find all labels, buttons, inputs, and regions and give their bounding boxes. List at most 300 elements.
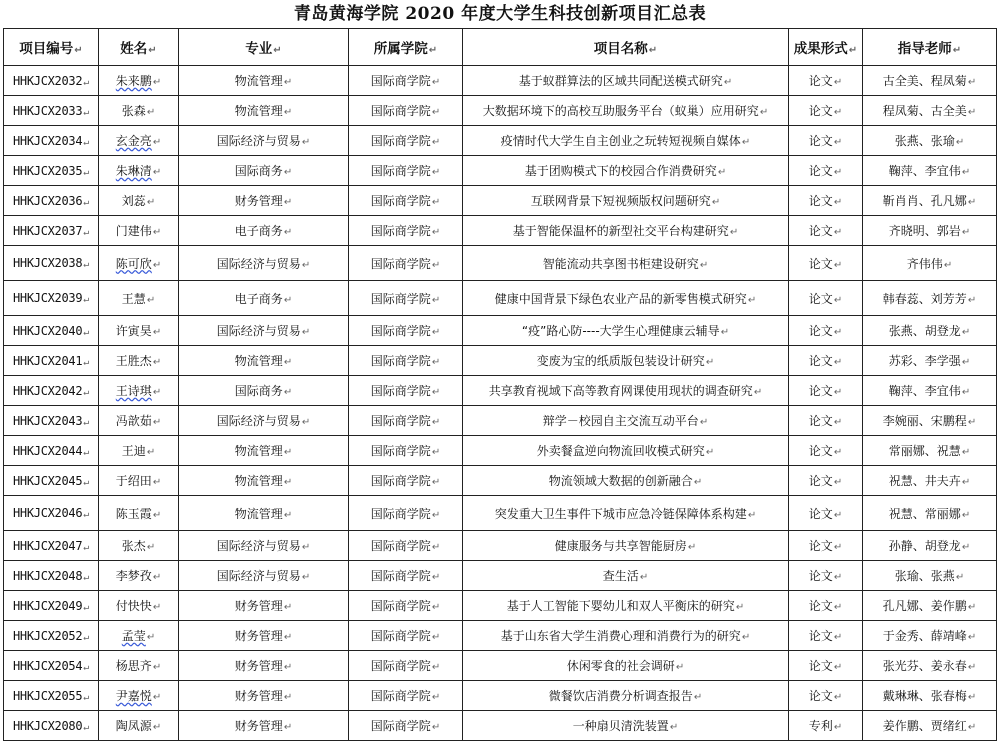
paragraph-mark: ↵ (729, 227, 739, 238)
result-type-cell (789, 466, 863, 496)
paragraph-mark: ↵ (83, 691, 89, 703)
header-label: 专业 (245, 41, 273, 57)
project-id-text: HHKJCX2035 (13, 163, 83, 178)
project-id-cell (4, 216, 99, 246)
project-id-text: HHKJCX2043 (13, 413, 83, 428)
project-id-text: HHKJCX2055 (13, 688, 83, 703)
paragraph-mark: ↵ (848, 45, 858, 56)
paragraph-mark: ↵ (431, 137, 441, 148)
project-id-text: HHKJCX2052 (13, 628, 83, 643)
college-cell (349, 591, 463, 621)
project-name-cell (463, 591, 789, 621)
project-name-text: 基于团购模式下的校园合作消费研究 (524, 164, 717, 178)
major-text: 物流管理 (234, 474, 283, 488)
project-name-text: 查生活 (602, 569, 639, 583)
advisor-cell (863, 621, 997, 651)
advisor-cell (863, 346, 997, 376)
project-name-text: 外卖餐盒逆向物流回收模式研究 (536, 444, 705, 458)
student-name-text: 王胜杰 (115, 354, 152, 368)
paragraph-mark: ↵ (431, 692, 441, 703)
project-id-cell (4, 96, 99, 126)
result-type-text: 论文 (808, 689, 833, 703)
paragraph-mark: ↵ (967, 602, 977, 613)
student-name-cell (99, 156, 179, 186)
paragraph-mark: ↵ (431, 357, 441, 368)
paragraph-mark: ↵ (148, 45, 157, 56)
student-name-cell (99, 281, 179, 316)
paragraph-mark: ↵ (146, 542, 156, 553)
college-text: 国际商学院 (370, 324, 431, 338)
paragraph-mark: ↵ (152, 167, 162, 178)
advisor-text: 张瑜、张燕 (894, 569, 955, 583)
student-name-text: 陶凤源 (115, 719, 152, 733)
advisor-cell (863, 126, 997, 156)
student-name-cell (99, 406, 179, 436)
project-id-text: HHKJCX2045 (13, 473, 83, 488)
paragraph-mark: ↵ (146, 294, 156, 306)
table-row (4, 466, 997, 496)
paragraph-mark: ↵ (83, 601, 89, 613)
result-type-cell (789, 186, 863, 216)
college-text: 国际商学院 (370, 104, 431, 118)
major-text: 财务管理 (234, 194, 283, 208)
major-text: 国际经济与贸易 (216, 256, 301, 271)
student-name-cell (99, 66, 179, 96)
advisor-text: 鞠萍、李宜伟 (888, 164, 961, 178)
paragraph-mark: ↵ (152, 327, 162, 338)
major-text: 电子商务 (234, 291, 283, 306)
paragraph-mark: ↵ (961, 447, 971, 458)
paragraph-mark: ↵ (648, 45, 658, 56)
college-cell (349, 246, 463, 281)
college-text: 国际商学院 (370, 659, 431, 673)
major-text: 财务管理 (234, 719, 283, 733)
paragraph-mark: ↵ (301, 259, 311, 271)
major-text: 国际经济与贸易 (216, 539, 301, 553)
result-type-text: 论文 (808, 354, 833, 368)
paragraph-mark: ↵ (83, 166, 89, 178)
paragraph-mark: ↵ (83, 226, 89, 238)
student-name-text: 于绍田 (115, 474, 152, 488)
paragraph-mark: ↵ (283, 692, 293, 703)
table-row (4, 436, 997, 466)
project-id-text: HHKJCX2080 (13, 718, 83, 733)
table-row (4, 496, 997, 531)
paragraph-mark: ↵ (961, 357, 971, 368)
header-major (179, 29, 349, 66)
paragraph-mark: ↵ (152, 572, 162, 583)
project-name-text: 变废为宝的纸质版包装设计研究 (536, 354, 705, 368)
paragraph-mark: ↵ (152, 259, 162, 271)
student-name-cell (99, 621, 179, 651)
paragraph-mark: ↵ (83, 571, 89, 583)
project-id-text: HHKJCX2037 (13, 223, 83, 238)
advisor-cell (863, 376, 997, 406)
paragraph-mark: ↵ (431, 327, 441, 338)
paragraph-mark: ↵ (943, 259, 953, 271)
paragraph-mark: ↵ (753, 387, 763, 398)
project-name-text: 微餐饮店消费分析调查报告 (548, 689, 693, 703)
paragraph-mark: ↵ (283, 227, 293, 238)
project-name-text: 智能流动共享图书柜建设研究 (542, 256, 699, 271)
student-name-cell (99, 126, 179, 156)
major-cell (179, 436, 349, 466)
paragraph-mark: ↵ (83, 661, 89, 673)
table-row (4, 711, 997, 741)
student-name-text: 陈玉霞 (115, 506, 152, 521)
major-cell (179, 346, 349, 376)
advisor-cell (863, 466, 997, 496)
project-name-text: 基于智能保温杯的新型社交平台构建研究 (512, 224, 729, 238)
college-text: 国际商学院 (370, 474, 431, 488)
header-result-type (789, 29, 863, 66)
college-text: 国际商学院 (370, 599, 431, 613)
student-name-text: 张森 (121, 104, 146, 118)
advisor-text: 齐晓明、郭岩 (888, 224, 961, 238)
paragraph-mark: ↵ (687, 542, 697, 553)
result-type-text: 论文 (808, 444, 833, 458)
paragraph-mark: ↵ (283, 477, 293, 488)
paragraph-mark: ↵ (833, 602, 843, 613)
major-cell (179, 126, 349, 156)
project-id-cell (4, 246, 99, 281)
college-cell (349, 156, 463, 186)
paragraph-mark: ↵ (833, 509, 843, 521)
result-type-cell (789, 96, 863, 126)
major-cell (179, 466, 349, 496)
major-cell (179, 156, 349, 186)
paragraph-mark: ↵ (967, 662, 977, 673)
result-type-text: 论文 (808, 194, 833, 208)
paragraph-mark: ↵ (693, 477, 703, 488)
student-name-text: 冯歆茹 (115, 414, 152, 428)
project-id-text: HHKJCX2038 (13, 256, 83, 270)
college-text: 国际商学院 (370, 414, 431, 428)
paragraph-mark: ↵ (961, 167, 971, 178)
paragraph-mark: ↵ (741, 137, 751, 148)
header-student-name (99, 29, 179, 66)
paragraph-mark: ↵ (833, 227, 843, 238)
project-id-text: HHKJCX2041 (13, 353, 83, 368)
major-cell (179, 531, 349, 561)
paragraph-mark: ↵ (431, 447, 441, 458)
result-type-cell (789, 496, 863, 531)
paragraph-mark: ↵ (152, 662, 162, 673)
project-name-text: 休闲零食的社会调研 (566, 659, 675, 673)
advisor-text: 祝慧、常丽娜 (888, 506, 961, 521)
paragraph-mark: ↵ (717, 167, 727, 178)
paragraph-mark: ↵ (74, 45, 83, 56)
advisor-cell (863, 156, 997, 186)
project-id-text: HHKJCX2039 (13, 291, 83, 305)
student-name-cell (99, 496, 179, 531)
paragraph-mark: ↵ (83, 136, 89, 148)
student-name-text: 王迪 (121, 444, 146, 458)
paragraph-mark: ↵ (720, 327, 730, 338)
result-type-text: 论文 (808, 474, 833, 488)
major-text: 财务管理 (234, 689, 283, 703)
college-text: 国际商学院 (370, 539, 431, 553)
project-id-cell (4, 621, 99, 651)
project-name-cell (463, 126, 789, 156)
paragraph-mark: ↵ (961, 509, 971, 521)
result-type-text: 论文 (808, 164, 833, 178)
result-type-text: 论文 (808, 629, 833, 643)
paragraph-mark: ↵ (711, 197, 721, 208)
header-label: 成果形式 (793, 41, 848, 57)
paragraph-mark: ↵ (431, 602, 441, 613)
paragraph-mark: ↵ (833, 477, 843, 488)
advisor-text: 李婉丽、宋鹏程 (882, 414, 967, 428)
project-id-cell (4, 436, 99, 466)
project-name-cell (463, 466, 789, 496)
project-id-cell (4, 651, 99, 681)
student-name-text: 玄金亮 (115, 134, 152, 148)
advisor-text: 于金秀、薛靖峰 (882, 629, 967, 643)
project-name-cell (463, 681, 789, 711)
paragraph-mark: ↵ (283, 662, 293, 673)
paragraph-mark: ↵ (693, 692, 703, 703)
project-name-cell (463, 711, 789, 741)
student-name-text: 王诗琪 (115, 384, 152, 398)
college-cell (349, 376, 463, 406)
header-advisor (863, 29, 997, 66)
college-text: 国际商学院 (370, 354, 431, 368)
paragraph-mark: ↵ (83, 446, 89, 458)
paragraph-mark: ↵ (83, 416, 89, 428)
advisor-cell (863, 96, 997, 126)
project-name-text: 辩学－校园自主交流互动平台 (542, 414, 699, 428)
college-cell (349, 651, 463, 681)
project-name-text: 疫情时代大学生自主创业之玩转短视频自媒体 (500, 134, 741, 148)
paragraph-mark: ↵ (152, 602, 162, 613)
project-id-text: HHKJCX2044 (13, 443, 83, 458)
major-text: 财务管理 (234, 659, 283, 673)
paragraph-mark: ↵ (961, 327, 971, 338)
college-cell (349, 531, 463, 561)
paragraph-mark: ↵ (283, 602, 293, 613)
paragraph-mark: ↵ (431, 107, 441, 118)
student-name-cell (99, 96, 179, 126)
paragraph-mark: ↵ (833, 197, 843, 208)
paragraph-mark: ↵ (833, 692, 843, 703)
paragraph-mark: ↵ (967, 77, 977, 88)
advisor-text: 齐伟伟 (906, 256, 943, 271)
major-cell (179, 621, 349, 651)
project-name-cell (463, 496, 789, 531)
college-cell (349, 96, 463, 126)
header-college (349, 29, 463, 66)
project-name-text: 健康中国背景下绿色农业产品的新零售模式研究 (494, 291, 747, 306)
table-row (4, 406, 997, 436)
major-text: 电子商务 (234, 224, 283, 238)
paragraph-mark: ↵ (152, 509, 162, 521)
paragraph-mark: ↵ (955, 572, 965, 583)
table-row (4, 621, 997, 651)
paragraph-mark: ↵ (669, 722, 679, 733)
college-cell (349, 561, 463, 591)
project-name-cell (463, 561, 789, 591)
paragraph-mark: ↵ (431, 167, 441, 178)
result-type-cell (789, 126, 863, 156)
header-label: 指导老师 (897, 41, 952, 57)
result-type-cell (789, 156, 863, 186)
table-row (4, 186, 997, 216)
project-name-cell (463, 376, 789, 406)
paragraph-mark: ↵ (747, 509, 757, 521)
student-name-cell (99, 316, 179, 346)
college-cell (349, 126, 463, 156)
table-row (4, 246, 997, 281)
major-cell (179, 66, 349, 96)
paragraph-mark: ↵ (301, 137, 311, 148)
header-label: 项目名称 (593, 41, 648, 57)
project-name-text: 基于蚁群算法的区域共同配送模式研究 (518, 74, 723, 88)
project-id-cell (4, 531, 99, 561)
document-title: 青岛黄海学院 2020 年度大学生科技创新项目汇总表 (293, 4, 707, 24)
paragraph-mark: ↵ (833, 662, 843, 673)
major-text: 物流管理 (234, 506, 283, 521)
result-type-cell (789, 436, 863, 466)
advisor-cell (863, 651, 997, 681)
project-id-text: HHKJCX2033 (13, 103, 83, 118)
paragraph-mark: ↵ (152, 227, 162, 238)
result-type-text: 论文 (808, 569, 833, 583)
paragraph-mark: ↵ (431, 542, 441, 553)
college-text: 国际商学院 (370, 194, 431, 208)
result-type-text: 论文 (808, 291, 833, 306)
project-name-cell (463, 406, 789, 436)
paragraph-mark: ↵ (283, 197, 293, 208)
major-cell (179, 246, 349, 281)
major-text: 物流管理 (234, 354, 283, 368)
project-id-text: HHKJCX2049 (13, 598, 83, 613)
student-name-cell (99, 466, 179, 496)
student-name-cell (99, 591, 179, 621)
paragraph-mark: ↵ (833, 259, 843, 271)
project-id-cell (4, 591, 99, 621)
result-type-cell (789, 561, 863, 591)
major-cell (179, 496, 349, 531)
student-name-text: 付快快 (115, 599, 152, 613)
project-name-cell (463, 346, 789, 376)
project-id-text: HHKJCX2036 (13, 193, 83, 208)
result-type-cell (789, 651, 863, 681)
advisor-cell (863, 186, 997, 216)
table-row (4, 66, 997, 96)
paragraph-mark: ↵ (952, 45, 962, 56)
major-cell (179, 406, 349, 436)
paragraph-mark: ↵ (705, 447, 715, 458)
project-id-cell (4, 66, 99, 96)
major-cell (179, 376, 349, 406)
paragraph-mark: ↵ (283, 77, 293, 88)
table-row (4, 126, 997, 156)
table-row (4, 316, 997, 346)
college-text: 国际商学院 (370, 569, 431, 583)
project-id-cell (4, 346, 99, 376)
project-id-text: HHKJCX2054 (13, 658, 83, 673)
student-name-cell (99, 436, 179, 466)
paragraph-mark: ↵ (283, 722, 293, 733)
header-project-id (4, 29, 99, 66)
paragraph-mark: ↵ (83, 386, 89, 398)
result-type-text: 论文 (808, 539, 833, 553)
paragraph-mark: ↵ (152, 692, 162, 703)
major-cell (179, 186, 349, 216)
major-text: 国际经济与贸易 (216, 324, 301, 338)
paragraph-mark: ↵ (431, 509, 441, 521)
project-id-cell (4, 561, 99, 591)
major-cell (179, 681, 349, 711)
advisor-text: 张燕、张瑜 (894, 134, 955, 148)
major-text: 国际经济与贸易 (216, 414, 301, 428)
paragraph-mark: ↵ (301, 417, 311, 428)
student-name-cell (99, 651, 179, 681)
student-name-cell (99, 561, 179, 591)
paragraph-mark: ↵ (833, 137, 843, 148)
project-id-text: HHKJCX2040 (13, 323, 83, 338)
major-cell (179, 711, 349, 741)
college-cell (349, 216, 463, 246)
college-text: 国际商学院 (370, 224, 431, 238)
paragraph-mark: ↵ (152, 477, 162, 488)
paragraph-mark: ↵ (83, 294, 89, 305)
advisor-cell (863, 281, 997, 316)
major-cell (179, 281, 349, 316)
paragraph-mark: ↵ (833, 722, 843, 733)
project-id-cell (4, 406, 99, 436)
paragraph-mark: ↵ (961, 477, 971, 488)
result-type-text: 论文 (808, 74, 833, 88)
college-cell (349, 346, 463, 376)
paragraph-mark: ↵ (639, 572, 649, 583)
result-type-text: 论文 (808, 134, 833, 148)
advisor-text: 苏彩、李学强 (888, 354, 961, 368)
advisor-text: 鞠萍、李宜伟 (888, 384, 961, 398)
project-name-cell (463, 96, 789, 126)
paragraph-mark: ↵ (431, 477, 441, 488)
paragraph-mark: ↵ (833, 572, 843, 583)
student-name-cell (99, 346, 179, 376)
project-id-cell (4, 156, 99, 186)
paragraph-mark: ↵ (283, 167, 293, 178)
student-name-text: 杨思齐 (115, 659, 152, 673)
project-id-text: HHKJCX2048 (13, 568, 83, 583)
major-cell (179, 96, 349, 126)
paragraph-mark: ↵ (83, 196, 89, 208)
advisor-text: 戴琳琳、张春梅 (882, 689, 967, 703)
college-text: 国际商学院 (370, 256, 431, 271)
college-cell (349, 436, 463, 466)
paragraph-mark: ↵ (152, 77, 162, 88)
header-label: 所属学院 (373, 41, 428, 57)
project-name-text: 大数据环境下的高校互助服务平台（蚁巢）应用研究 (482, 104, 759, 118)
project-id-text: HHKJCX2047 (13, 538, 83, 553)
paragraph-mark: ↵ (705, 357, 715, 368)
college-cell (349, 406, 463, 436)
college-cell (349, 711, 463, 741)
result-type-cell (789, 531, 863, 561)
advisor-cell (863, 66, 997, 96)
project-name-text: 基于人工智能下婴幼儿和双人平衡床的研究 (506, 599, 735, 613)
paragraph-mark: ↵ (961, 542, 971, 553)
paragraph-mark: ↵ (431, 197, 441, 208)
advisor-text: 张燕、胡登龙 (888, 324, 961, 338)
paragraph-mark: ↵ (431, 572, 441, 583)
major-text: 财务管理 (234, 629, 283, 643)
project-name-cell (463, 436, 789, 466)
